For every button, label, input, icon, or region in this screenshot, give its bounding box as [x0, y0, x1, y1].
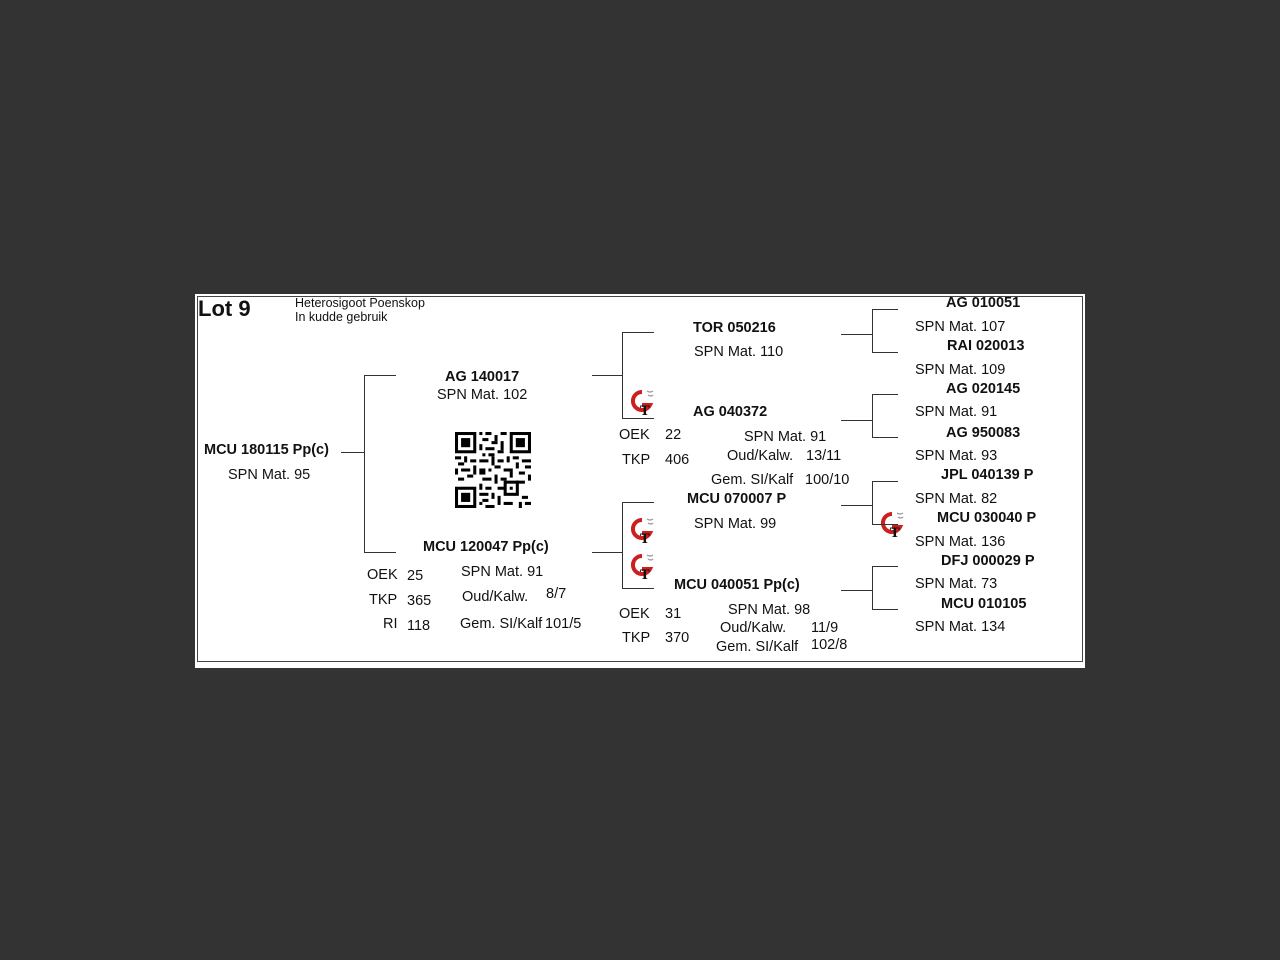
- connector: [872, 394, 898, 395]
- gg-id: MCU 030040 P: [937, 510, 1037, 526]
- dam-oek-label: OEK: [367, 567, 398, 583]
- animal-spn: SPN Mat. 95: [228, 467, 311, 483]
- dam-ri-label: RI: [383, 616, 398, 632]
- gg-id: RAI 020013: [947, 338, 1025, 354]
- gg-spn: SPN Mat. 136: [915, 534, 1006, 550]
- svg-text:T: T: [640, 404, 650, 418]
- dd-tkp-value: 370: [665, 630, 690, 646]
- ds-spn: SPN Mat. 99: [694, 516, 777, 532]
- connector: [872, 309, 873, 353]
- sd-oek-label: OEK: [619, 427, 650, 443]
- dam-tkp-label: TKP: [369, 592, 398, 608]
- sd-tkp-label: TKP: [622, 452, 651, 468]
- connector: [622, 332, 623, 419]
- gg-spn: SPN Mat. 93: [915, 448, 998, 464]
- dam-oud-label: Oud/Kalw.: [462, 589, 529, 605]
- connector: [872, 566, 898, 567]
- gg-spn: SPN Mat. 134: [915, 619, 1006, 635]
- ss-id: TOR 050216: [693, 320, 776, 336]
- pedigree-card: [195, 294, 1085, 668]
- connector: [622, 502, 654, 503]
- connector: [872, 566, 873, 610]
- connector: [841, 505, 873, 506]
- ss-spn: SPN Mat. 110: [694, 344, 784, 360]
- animal-id: MCU 180115 Pp(c): [204, 442, 329, 458]
- dam-gem-value: 101/5: [545, 616, 582, 632]
- ds-id: MCU 070007 P: [687, 491, 787, 507]
- connector: [364, 375, 365, 553]
- dam-ri-value: 118: [407, 618, 431, 634]
- connector: [841, 590, 873, 591]
- connector: [622, 418, 654, 419]
- connector: [872, 481, 898, 482]
- sire-id: AG 140017: [445, 369, 520, 385]
- dam-spn: SPN Mat. 91: [461, 564, 544, 580]
- connector: [872, 481, 873, 525]
- sd-gem-value: 100/10: [805, 472, 850, 488]
- connector: [622, 332, 654, 333]
- gg-id: JPL 040139 P: [941, 467, 1034, 483]
- connector: [622, 502, 623, 589]
- gg-spn: SPN Mat. 82: [915, 491, 998, 507]
- gg-id: AG 010051: [946, 295, 1021, 311]
- gt-logo-icon: [629, 552, 655, 582]
- dam-oek-value: 25: [407, 568, 424, 584]
- lot-description-line2: In kudde gebruik: [295, 310, 388, 324]
- gt-logo-icon: [629, 516, 655, 546]
- gg-id: AG 020145: [946, 381, 1021, 397]
- gt-logo-icon: [629, 388, 655, 418]
- connector: [872, 352, 898, 353]
- gg-id: DFJ 000029 P: [941, 553, 1035, 569]
- dd-oek-value: 31: [665, 606, 682, 622]
- gg-id: AG 950083: [946, 425, 1021, 441]
- dd-oud-value: 11/9: [811, 620, 839, 636]
- dam-tkp-value: 365: [407, 593, 432, 609]
- sd-tkp-value: 406: [665, 452, 690, 468]
- gg-spn: SPN Mat. 109: [915, 362, 1006, 378]
- svg-text:T: T: [640, 532, 650, 546]
- connector: [592, 552, 623, 553]
- dd-tkp-label: TKP: [622, 630, 651, 646]
- sd-oud-label: Oud/Kalw.: [727, 448, 794, 464]
- gt-logo-icon: [879, 510, 905, 540]
- svg-text:T: T: [640, 568, 650, 582]
- dd-oek-label: OEK: [619, 606, 650, 622]
- sd-spn: SPN Mat. 91: [744, 429, 827, 445]
- connector: [872, 394, 873, 438]
- dam-gem-label: Gem. SI/Kalf: [460, 616, 543, 632]
- sd-oek-value: 22: [665, 427, 682, 443]
- gg-id: MCU 010105: [941, 596, 1027, 612]
- sd-oud-value: 13/11: [806, 448, 842, 464]
- connector: [872, 524, 898, 525]
- lot-description-line1: Heterosigoot Poenskop: [295, 296, 425, 310]
- connector: [592, 375, 623, 376]
- connector: [622, 588, 654, 589]
- sd-id: AG 040372: [693, 404, 768, 420]
- qr-code-icon: [455, 432, 531, 508]
- connector: [841, 420, 873, 421]
- dam-oud-value: 8/7: [546, 586, 567, 602]
- connector: [841, 334, 873, 335]
- sire-spn: SPN Mat. 102: [437, 387, 528, 403]
- dd-gem-label: Gem. SI/Kalf: [716, 639, 799, 655]
- dd-spn: SPN Mat. 98: [728, 602, 811, 618]
- dd-gem-value: 102/8: [811, 637, 848, 653]
- dd-oud-label: Oud/Kalw.: [720, 620, 787, 636]
- gg-spn: SPN Mat. 73: [915, 576, 998, 592]
- sd-gem-label: Gem. SI/Kalf: [711, 472, 794, 488]
- gg-spn: SPN Mat. 107: [915, 319, 1006, 335]
- dd-id: MCU 040051 Pp(c): [674, 577, 800, 593]
- dam-id: MCU 120047 Pp(c): [423, 539, 549, 555]
- connector: [872, 609, 898, 610]
- gg-spn: SPN Mat. 91: [915, 404, 998, 420]
- connector: [341, 452, 365, 453]
- connector: [872, 437, 898, 438]
- svg-text:T: T: [890, 526, 900, 540]
- connector: [872, 309, 898, 310]
- connector: [364, 375, 396, 376]
- lot-title: Lot 9: [198, 296, 251, 321]
- connector: [364, 552, 396, 553]
